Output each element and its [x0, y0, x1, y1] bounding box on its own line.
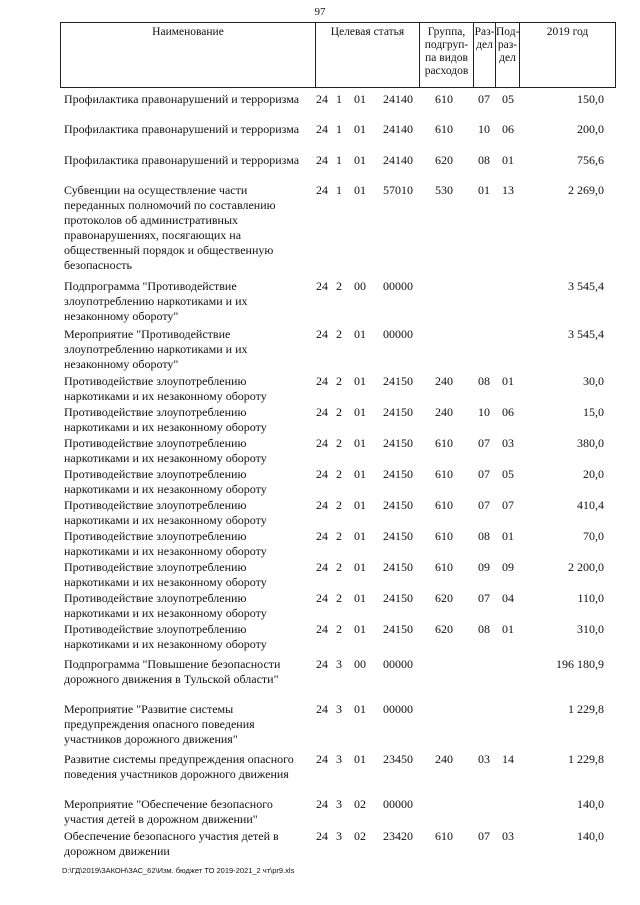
cell-name: Противодействие злоупотреблению наркотиками и их незаконному обороту — [64, 405, 267, 434]
cell-group: 610 — [435, 529, 453, 543]
cell-a4: 24150 — [383, 560, 413, 574]
cell-group: 610 — [435, 560, 453, 574]
cell-value: 310,0 — [577, 622, 604, 636]
cell-a3: 01 — [354, 327, 366, 341]
cell-section: 07 — [478, 498, 490, 512]
cell-sub: 05 — [502, 92, 514, 106]
cell-a3: 01 — [354, 153, 366, 167]
cell-sub: 07 — [502, 498, 514, 512]
cell-a3: 01 — [354, 498, 366, 512]
cell-name: Противодействие злоупотреблению наркотиками и их незаконному обороту — [64, 560, 267, 589]
cell-a1: 24 — [316, 797, 328, 811]
cell-a2: 2 — [336, 374, 342, 388]
cell-name: Мероприятие "Развитие системы предупреждения опасного поведения участников дорожного движения" — [64, 702, 255, 746]
cell-a1: 24 — [316, 752, 328, 766]
cell-group: 240 — [435, 374, 453, 388]
cell-a4: 57010 — [383, 183, 413, 197]
cell-section: 07 — [478, 467, 490, 481]
cell-value: 140,0 — [577, 797, 604, 811]
cell-section: 08 — [478, 529, 490, 543]
cell-section: 01 — [478, 183, 490, 197]
cell-a3: 01 — [354, 122, 366, 136]
cell-name: Мероприятие "Обеспечение безопасного участия детей в дорожном движении" — [64, 797, 273, 826]
cell-a3: 01 — [354, 591, 366, 605]
cell-group: 620 — [435, 622, 453, 636]
page-number: 97 — [314, 6, 326, 18]
cell-sub: 06 — [502, 405, 514, 419]
cell-a1: 24 — [316, 591, 328, 605]
cell-a1: 24 — [316, 560, 328, 574]
cell-group: 240 — [435, 752, 453, 766]
cell-a3: 01 — [354, 702, 366, 716]
cell-sub: 03 — [502, 436, 514, 450]
cell-value: 30,0 — [583, 374, 604, 388]
cell-sub: 14 — [502, 752, 514, 766]
cell-sub: 09 — [502, 560, 514, 574]
cell-value: 1 229,8 — [568, 702, 604, 716]
cell-section: 10 — [478, 405, 490, 419]
cell-sub: 04 — [502, 591, 514, 605]
cell-sub: 01 — [502, 153, 514, 167]
cell-name: Противодействие злоупотреблению наркотиками и их незаконному обороту — [64, 529, 267, 558]
cell-value: 196 180,9 — [556, 657, 604, 671]
cell-a3: 01 — [354, 752, 366, 766]
cell-a1: 24 — [316, 529, 328, 543]
cell-a3: 01 — [354, 467, 366, 481]
cell-group: 610 — [435, 92, 453, 106]
cell-section: 08 — [478, 622, 490, 636]
cell-name: Противодействие злоупотреблению наркотиками и их незаконному обороту — [64, 622, 267, 651]
cell-a3: 01 — [354, 374, 366, 388]
cell-a3: 01 — [354, 92, 366, 106]
header-year: 2019 год — [519, 23, 615, 87]
cell-a4: 24150 — [383, 622, 413, 636]
cell-a2: 3 — [336, 657, 342, 671]
cell-a4: 24150 — [383, 529, 413, 543]
cell-a1: 24 — [316, 183, 328, 197]
cell-a3: 00 — [354, 279, 366, 293]
cell-a1: 24 — [316, 498, 328, 512]
cell-a4: 24150 — [383, 405, 413, 419]
cell-value: 2 269,0 — [568, 183, 604, 197]
cell-a2: 2 — [336, 498, 342, 512]
cell-a1: 24 — [316, 327, 328, 341]
cell-a1: 24 — [316, 153, 328, 167]
cell-section: 07 — [478, 829, 490, 843]
cell-group: 610 — [435, 829, 453, 843]
cell-name: Противодействие злоупотреблению наркотиками и их незаконному обороту — [64, 436, 267, 465]
cell-a2: 1 — [336, 92, 342, 106]
cell-name: Противодействие злоупотреблению наркотиками и их незаконному обороту — [64, 467, 267, 496]
cell-a4: 00000 — [383, 279, 413, 293]
header-group: Группа, подгруп-па видов расходов — [419, 23, 473, 87]
cell-name: Мероприятие "Противодействие злоупотреблению наркотиками и их незаконному обороту" — [64, 327, 248, 371]
header-target: Целевая статья — [315, 23, 419, 87]
cell-a2: 2 — [336, 591, 342, 605]
cell-a4: 24140 — [383, 92, 413, 106]
cell-a2: 2 — [336, 279, 342, 293]
cell-value: 3 545,4 — [568, 279, 604, 293]
cell-group: 240 — [435, 405, 453, 419]
cell-sub: 01 — [502, 374, 514, 388]
cell-a4: 24140 — [383, 153, 413, 167]
cell-a1: 24 — [316, 829, 328, 843]
cell-name: Профилактика правонарушений и терроризма — [64, 153, 300, 167]
cell-group: 620 — [435, 153, 453, 167]
cell-group: 610 — [435, 122, 453, 136]
cell-a1: 24 — [316, 622, 328, 636]
cell-a2: 2 — [336, 622, 342, 636]
cell-group: 610 — [435, 436, 453, 450]
cell-sub: 13 — [502, 183, 514, 197]
cell-value: 20,0 — [583, 467, 604, 481]
cell-section: 07 — [478, 92, 490, 106]
cell-a2: 1 — [336, 153, 342, 167]
cell-a2: 3 — [336, 829, 342, 843]
cell-a1: 24 — [316, 405, 328, 419]
cell-a2: 2 — [336, 405, 342, 419]
cell-a3: 02 — [354, 829, 366, 843]
cell-a4: 24150 — [383, 467, 413, 481]
header-section: Раз-дел — [473, 23, 495, 87]
cell-value: 380,0 — [577, 436, 604, 450]
cell-sub: 01 — [502, 529, 514, 543]
cell-a1: 24 — [316, 436, 328, 450]
cell-a4: 00000 — [383, 702, 413, 716]
cell-a4: 24150 — [383, 591, 413, 605]
cell-a3: 01 — [354, 622, 366, 636]
cell-value: 140,0 — [577, 829, 604, 843]
cell-name: Подпрограмма "Повышение безопасности дорожного движения в Тульской области" — [64, 657, 281, 686]
cell-a1: 24 — [316, 374, 328, 388]
cell-name: Обеспечение безопасного участия детей в дорожном движении — [64, 829, 279, 858]
file-path-footer: D:\ГД\2019\ЗАКОН\ЗАС_62\Изм. бюджет ТО 2019-2021_2 чт\pr9.xls — [62, 866, 295, 875]
cell-sub: 06 — [502, 122, 514, 136]
cell-a4: 00000 — [383, 657, 413, 671]
cell-a1: 24 — [316, 92, 328, 106]
cell-a1: 24 — [316, 467, 328, 481]
cell-value: 1 229,8 — [568, 752, 604, 766]
cell-value: 410,4 — [577, 498, 604, 512]
cell-a2: 2 — [336, 327, 342, 341]
cell-value: 15,0 — [583, 405, 604, 419]
cell-value: 150,0 — [577, 92, 604, 106]
cell-a1: 24 — [316, 279, 328, 293]
cell-name: Противодействие злоупотреблению наркотиками и их незаконному обороту — [64, 591, 267, 620]
cell-a4: 24150 — [383, 436, 413, 450]
cell-section: 03 — [478, 752, 490, 766]
cell-section: 10 — [478, 122, 490, 136]
cell-a2: 2 — [336, 436, 342, 450]
cell-a2: 3 — [336, 702, 342, 716]
cell-a4: 24140 — [383, 122, 413, 136]
cell-a4: 00000 — [383, 327, 413, 341]
cell-a3: 01 — [354, 529, 366, 543]
cell-name: Субвенции на осуществление части переданных полномочий по составлению протоколов об административных правонарушениях, посягающих на общественный порядок и общественную безопасность — [64, 183, 276, 272]
header-name: Наименование — [152, 26, 224, 38]
cell-section: 07 — [478, 436, 490, 450]
cell-value: 3 545,4 — [568, 327, 604, 341]
cell-a2: 2 — [336, 560, 342, 574]
cell-a4: 00000 — [383, 797, 413, 811]
cell-name: Профилактика правонарушений и терроризма — [64, 92, 300, 106]
cell-a1: 24 — [316, 702, 328, 716]
cell-a4: 24150 — [383, 498, 413, 512]
cell-group: 620 — [435, 591, 453, 605]
cell-a2: 3 — [336, 752, 342, 766]
cell-a3: 01 — [354, 436, 366, 450]
cell-name: Профилактика правонарушений и терроризма — [64, 122, 300, 136]
cell-value: 2 200,0 — [568, 560, 604, 574]
cell-a2: 1 — [336, 122, 342, 136]
cell-section: 07 — [478, 591, 490, 605]
cell-a3: 01 — [354, 560, 366, 574]
cell-a3: 02 — [354, 797, 366, 811]
cell-sub: 03 — [502, 829, 514, 843]
cell-a3: 01 — [354, 405, 366, 419]
cell-group: 610 — [435, 498, 453, 512]
cell-group: 530 — [435, 183, 453, 197]
cell-value: 70,0 — [583, 529, 604, 543]
cell-value: 756,6 — [577, 153, 604, 167]
cell-section: 08 — [478, 374, 490, 388]
cell-a1: 24 — [316, 122, 328, 136]
cell-group: 610 — [435, 467, 453, 481]
cell-a2: 2 — [336, 467, 342, 481]
cell-a2: 3 — [336, 797, 342, 811]
cell-a3: 01 — [354, 183, 366, 197]
cell-sub: 01 — [502, 622, 514, 636]
table-header — [60, 22, 616, 88]
cell-name: Развитие системы предупреждения опасного поведения участников дорожного движения — [64, 752, 294, 781]
cell-section: 08 — [478, 153, 490, 167]
cell-a4: 24150 — [383, 374, 413, 388]
cell-a3: 00 — [354, 657, 366, 671]
cell-a4: 23420 — [383, 829, 413, 843]
cell-value: 110,0 — [577, 591, 604, 605]
cell-name: Противодействие злоупотреблению наркотиками и их незаконному обороту — [64, 374, 267, 403]
cell-name: Подпрограмма "Противодействие злоупотреблению наркотиками и их незаконному обороту" — [64, 279, 248, 323]
cell-a1: 24 — [316, 657, 328, 671]
cell-value: 200,0 — [577, 122, 604, 136]
cell-a2: 1 — [336, 183, 342, 197]
cell-a2: 2 — [336, 529, 342, 543]
cell-section: 09 — [478, 560, 490, 574]
header-subsection: Под-раз-дел — [495, 23, 519, 87]
cell-sub: 05 — [502, 467, 514, 481]
cell-name: Противодействие злоупотреблению наркотиками и их незаконному обороту — [64, 498, 267, 527]
cell-a4: 23450 — [383, 752, 413, 766]
